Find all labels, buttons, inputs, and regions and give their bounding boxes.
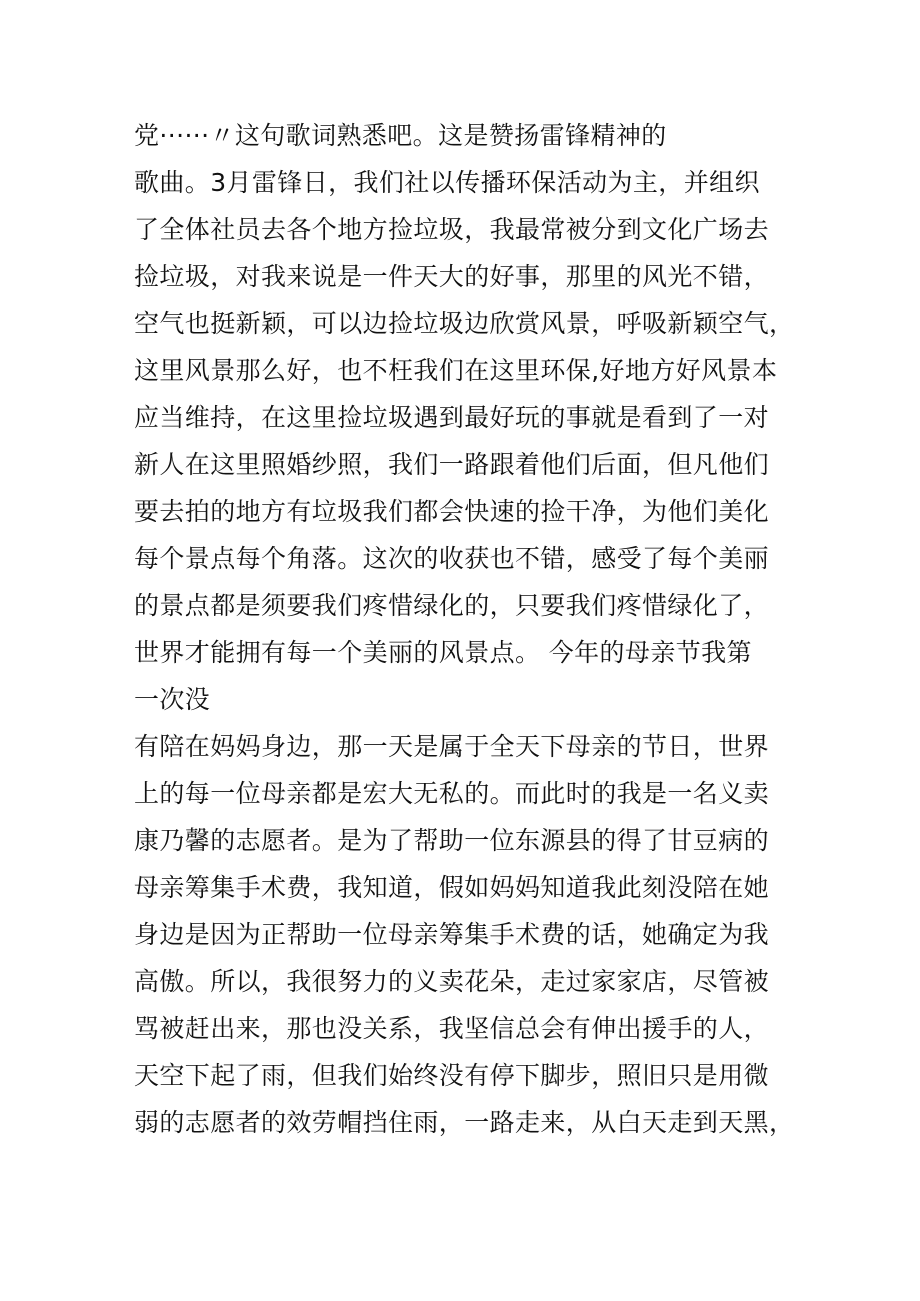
text-line: 新人在这里照婚纱照，我们一路跟着他们后面，但凡他们 <box>134 450 770 479</box>
text-line: 歌曲。3月雷锋日，我们社以传播环保活动为主，并组织 <box>134 168 760 197</box>
text-line: 有陪在妈妈身边，那一天是属于全天下母亲的节日，世界 <box>134 732 770 761</box>
text-line: 母亲筹集手术费，我知道，假如妈妈知道我此刻没陪在她 <box>134 873 770 902</box>
text-line: 一次没 <box>134 685 211 714</box>
text-line: 上的每一位母亲都是宏大无私的。而此时的我是一名义卖 <box>134 779 770 808</box>
text-line: 身边是因为正帮助一位母亲筹集手术费的话，她确定为我 <box>134 920 770 949</box>
text-line: 捡垃圾，对我来说是一件天大的好事，那里的风光不错， <box>134 262 770 291</box>
text-line: 弱的志愿者的效劳帽挡住雨，一路走来，从白天走到天黑， <box>134 1108 795 1137</box>
text-line: 应当维持，在这里捡垃圾遇到最好玩的事就是看到了一对 <box>134 403 770 432</box>
text-line: 高傲。所以，我很努力的义卖花朵，走过家家店，尽管被 <box>134 967 770 996</box>
text-line: 每个景点每个角落。这次的收获也不错，感受了每个美丽 <box>134 544 770 573</box>
body-text <box>134 112 794 1146</box>
text-line: 空气也挺新颖，可以边捡垃圾边欣赏风景，呼吸新颖空气， <box>134 309 795 338</box>
text-line: 康乃馨的志愿者。是为了帮助一位东源县的得了甘豆病的 <box>134 826 770 855</box>
text-line: 天空下起了雨，但我们始终没有停下脚步，照旧只是用微 <box>134 1061 770 1090</box>
text-line: 了全体社员去各个地方捡垃圾，我最常被分到文化广场去 <box>134 215 770 244</box>
text-line: 世界才能拥有每一个美丽的风景点。 今年的母亲节我第 <box>134 638 752 667</box>
text-line: 要去拍的地方有垃圾我们都会快速的捡干净，为他们美化 <box>134 497 770 526</box>
text-line: 这里风景那么好，也不枉我们在这里环保,好地方好风景本 <box>134 356 778 385</box>
text-line: 骂被赶出来，那也没关系，我坚信总会有伸出援手的人， <box>134 1014 770 1043</box>
text-line: 的景点都是须要我们疼惜绿化的，只要我们疼惜绿化了， <box>134 591 770 620</box>
text-line: 党······〃这句歌词熟悉吧。这是赞扬雷锋精神的 <box>134 121 667 150</box>
